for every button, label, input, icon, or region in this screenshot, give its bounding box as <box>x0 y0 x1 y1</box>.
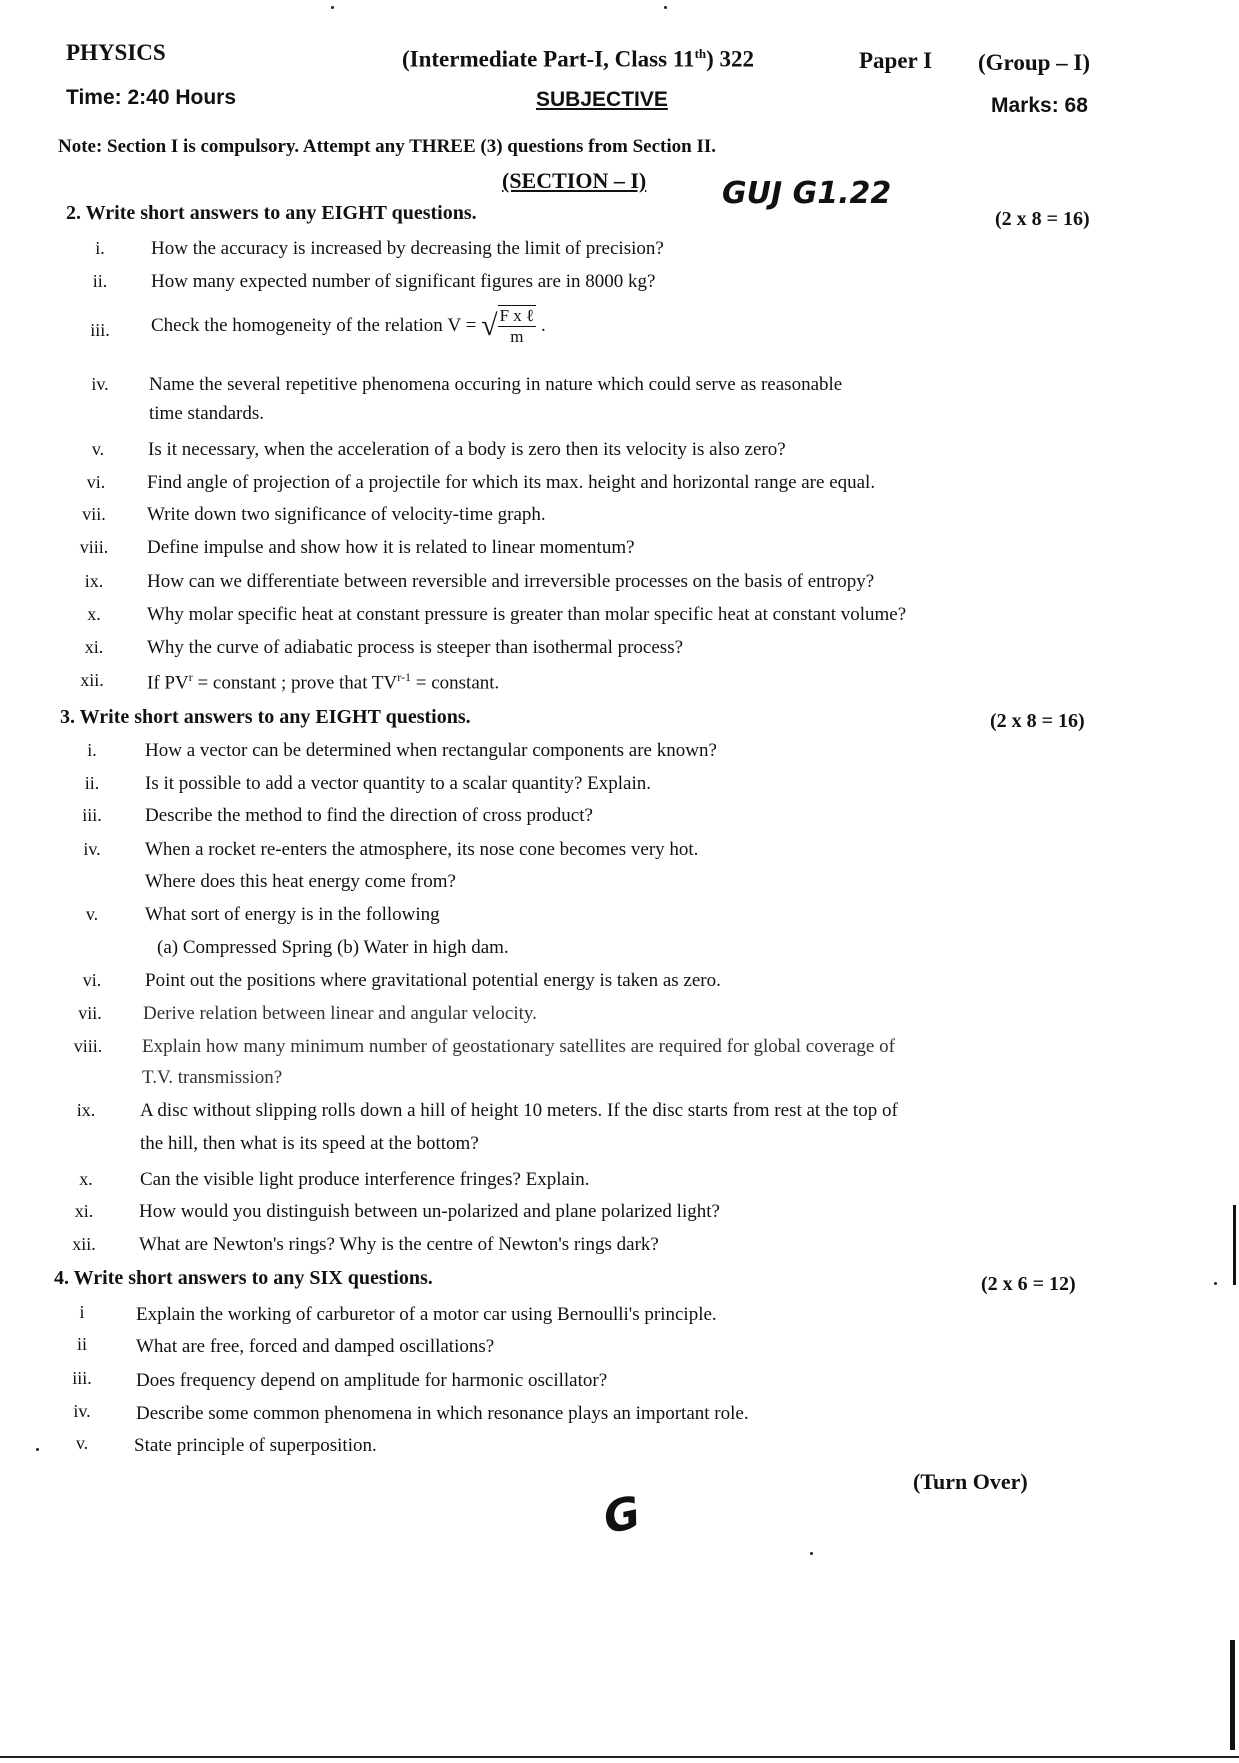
paper-type: SUBJECTIVE <box>536 88 668 111</box>
question-text: State principle of superposition. <box>134 1435 377 1456</box>
question-3-marks: (2 x 8 = 16) <box>990 710 1085 732</box>
item-number: iv. <box>83 839 101 859</box>
question-text: Explain how many minimum number of geostationary satellites are required for global coverage of <box>142 1036 895 1057</box>
item-number: xii. <box>80 670 104 690</box>
question-text: What are Newton's rings? Why is the centre of Newton's rings dark? <box>139 1234 659 1255</box>
question-4-marks: (2 x 6 = 12) <box>981 1273 1076 1295</box>
item-number: ix. <box>84 571 104 591</box>
sqrt-symbol: √ <box>481 309 498 342</box>
item-number: iii. <box>90 320 110 340</box>
section-title: (SECTION – I) <box>502 168 647 193</box>
item-number: i <box>79 1302 85 1322</box>
item-number: v. <box>75 1433 89 1453</box>
handwritten-tag: GUJ G1.22 <box>722 176 892 211</box>
scan-speck <box>1214 1282 1217 1285</box>
item-number: v. <box>85 904 99 924</box>
signature-mark: G <box>599 1486 646 1545</box>
question-text-continued: T.V. transmission? <box>142 1067 283 1088</box>
item-number: xi. <box>84 637 104 657</box>
question-text: How the accuracy is increased by decreasing the limit of precision? <box>151 238 664 259</box>
question-text-formula: Check the homogeneity of the relation V = √ $\frac{\text{F x ℓ}}{m}$ . <box>151 306 546 346</box>
question-3-heading: 3. Write short answers to any EIGHT questions. <box>60 706 471 728</box>
item-number: x. <box>79 1169 93 1189</box>
item-number: iii. <box>82 805 102 825</box>
question-text: A disc without slipping rolls down a hill of height 10 meters. If the disc starts from rest at the top of <box>140 1100 898 1121</box>
item-number: ii <box>76 1334 87 1354</box>
question-text: Does frequency depend on amplitude for harmonic oscillator? <box>136 1370 608 1391</box>
question-text: Why molar specific heat at constant pressure is greater than molar specific heat at constant volume? <box>147 604 907 625</box>
item-number: xi. <box>74 1201 94 1221</box>
class-info: (Intermediate Part-I, Class 11th) 322 <box>402 46 755 72</box>
item-number: i. <box>95 238 105 258</box>
paper-label: Paper I <box>859 48 933 73</box>
item-number: vi. <box>86 472 106 492</box>
question-text: Describe some common phenomena in which resonance plays an important role. <box>136 1403 749 1424</box>
question-text: How a vector can be determined when rectangular components are known? <box>145 740 717 761</box>
question-text: How would you distinguish between un-polarized and plane polarized light? <box>139 1201 720 1222</box>
page-bottom-border <box>0 1756 1239 1758</box>
turn-over-label: (Turn Over) <box>913 1469 1028 1494</box>
question-text: Write down two significance of velocity-time graph. <box>147 504 546 525</box>
question-text: Explain the working of carburetor of a motor car using Bernoulli's principle. <box>136 1304 717 1325</box>
question-text: Is it possible to add a vector quantity to a scalar quantity? Explain. <box>145 773 652 794</box>
question-2-marks: (2 x 8 = 16) <box>995 208 1090 230</box>
subject-title: PHYSICS <box>66 40 166 65</box>
item-number: vii. <box>82 504 106 524</box>
item-number: iv. <box>91 374 109 394</box>
question-text: Is it necessary, when the acceleration of a body is zero then its velocity is also zero? <box>148 439 786 460</box>
item-number: v. <box>91 439 105 459</box>
question-text: Can the visible light produce interference fringes? Explain. <box>140 1169 590 1190</box>
question-text: Find angle of projection of a projectile for which its max. height and horizontal range are equal. <box>147 472 876 493</box>
scan-speck <box>36 1448 39 1451</box>
question-text: Describe the method to find the direction of cross product? <box>145 805 593 826</box>
question-text: How many expected number of significant figures are in 8000 kg? <box>151 271 656 292</box>
item-number: vii. <box>78 1003 102 1023</box>
question-text-continued: the hill, then what is its speed at the bottom? <box>140 1133 479 1154</box>
item-number: viii. <box>79 537 109 557</box>
item-number: i. <box>87 740 97 760</box>
scan-edge-mark <box>1230 1640 1235 1750</box>
scan-speck <box>810 1552 813 1555</box>
question-2-heading: 2. Write short answers to any EIGHT questions. <box>66 202 477 224</box>
question-text-formula: If $PV^r$ = constant ; prove that $TV^{r-1}$ = constant. <box>147 670 500 694</box>
question-text: Derive relation between linear and angular velocity. <box>143 1003 537 1024</box>
question-text: Name the several repetitive phenomena occuring in nature which could serve as reasonable <box>149 374 843 395</box>
item-number: iii. <box>72 1368 92 1388</box>
question-text: Why the curve of adiabatic process is steeper than isothermal process? <box>147 637 684 658</box>
item-number: ii. <box>84 773 100 793</box>
item-number: xii. <box>72 1234 96 1254</box>
question-text: When a rocket re-enters the atmosphere, its nose cone becomes very hot. <box>145 839 699 860</box>
question-text: Point out the positions where gravitational potential energy is taken as zero. <box>145 970 721 991</box>
item-number: ix. <box>76 1100 96 1120</box>
question-text-continued: time standards. <box>149 403 265 424</box>
item-number: vi. <box>82 970 102 990</box>
question-text-continued: Where does this heat energy come from? <box>145 871 456 892</box>
question-text: Define impulse and show how it is related to linear momentum? <box>147 537 635 558</box>
question-text: What are free, forced and damped oscillations? <box>136 1336 495 1357</box>
item-number: ii. <box>92 271 108 291</box>
scan-speck <box>331 6 334 9</box>
item-number: viii. <box>73 1036 103 1056</box>
scan-edge-mark <box>1233 1205 1236 1285</box>
question-text: How can we differentiate between reversible and irreversible processes on the basis of entropy? <box>147 571 875 592</box>
question-4-heading: 4. Write short answers to any SIX questions. <box>54 1267 433 1289</box>
item-number: x. <box>87 604 101 624</box>
group-label: (Group – I) <box>978 50 1091 75</box>
question-text: What sort of energy is in the following <box>145 904 440 925</box>
marks-label: Marks: 68 <box>991 94 1088 117</box>
formula-fraction: $\frac{\text{F x ℓ}}{m}$ <box>499 306 535 346</box>
item-number: iv. <box>73 1401 91 1421</box>
question-text-options: (a) Compressed Spring (b) Water in high dam. <box>157 937 509 958</box>
time-label: Time: 2:40 Hours <box>66 86 236 109</box>
scan-speck <box>664 6 667 9</box>
note-text: Note: Section I is compulsory. Attempt any THREE (3) questions from Section II. <box>58 136 716 157</box>
